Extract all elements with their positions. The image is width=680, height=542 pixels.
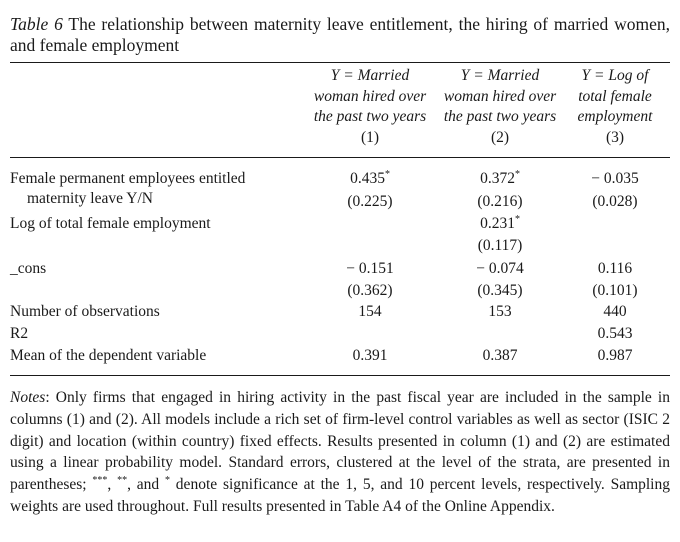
top-rule (10, 62, 670, 63)
cell-cons-c1: − 0.151 (346, 260, 394, 277)
notes-text-1: : Only firms that engaged in hiring activity in the past fiscal year are included in the sample in columns (1) and (2). All models include a rich set of firm-level control variables as well as sector (ISIC 2 digit) and location (within country) fixed effects. Results presented in column (1) and (2) are estimated using a linear probability model. Standard errors, clustered at the level of the strata, are presented in parentheses; (10, 389, 670, 494)
cell-cons-c3: 0.116 (597, 260, 633, 277)
row-label-mean: Mean of the dependent variable (10, 347, 207, 364)
cell-cons-c3-se: (0.101) (592, 282, 638, 299)
cell-entitled-c1-star: * (384, 168, 390, 180)
column-header-3 (560, 66, 670, 148)
row-label-entitled-cont: maternity leave Y/N (27, 190, 153, 207)
cell-cons-c2: − 0.074 (476, 260, 524, 277)
cell-entitled-c1-se: (0.225) (347, 193, 393, 210)
column-header-3-number: (3) (605, 128, 625, 146)
cell-mean-c2: 0.387 (482, 347, 518, 364)
cell-cons-c2-se: (0.345) (477, 282, 523, 299)
cell-logemp-c2-value: 0.231 (480, 215, 515, 232)
cell-nobs-c2: 153 (488, 303, 512, 320)
cell-entitled-c3-se: (0.028) (592, 193, 638, 210)
row-label-nobs: Number of observations (10, 303, 160, 320)
row-label-entitled: Female permanent employees entitled (10, 170, 246, 187)
cell-mean-c3: 0.987 (597, 347, 633, 364)
column-header-2 (430, 66, 570, 148)
caption-text: The relationship between maternity leave entitlement, the hiring of married women, and female employment (10, 14, 670, 55)
row-label-cons: _cons (10, 260, 47, 277)
cell-entitled-c1 (300, 169, 440, 189)
cell-nobs-c1: 154 (358, 303, 382, 320)
cell-entitled-c2-se: (0.216) (477, 193, 523, 210)
row-label-r2: R2 (10, 325, 29, 342)
column-header-1 (300, 66, 440, 148)
notes-text-2: denote significance at the 1, 5, and 10 percent levels, respectively. Sampling weights are used throughout. Full results presented in Table A4 of the Online Appendix. (10, 476, 670, 515)
cell-entitled-c2-value: 0.372 (480, 170, 515, 187)
column-header-2-number: (2) (490, 128, 510, 146)
column-header-2-line2: woman hired over (443, 87, 557, 105)
column-header-3-line3: employment (577, 108, 653, 125)
column-header-3-line2: total female (578, 87, 652, 105)
table-notes (10, 387, 670, 518)
cell-entitled-c3: − 0.035 (591, 170, 639, 187)
header-rule (10, 157, 670, 158)
table-caption (10, 14, 670, 56)
notes-sup-2: ** (117, 475, 128, 487)
cell-logemp-c2 (430, 214, 570, 234)
notes-sup-3: * (165, 475, 170, 487)
cell-entitled-c1-value: 0.435 (350, 170, 385, 187)
cell-entitled-c2 (430, 169, 570, 189)
column-header-3-line1: Y = Log of (581, 67, 649, 84)
bottom-rule (10, 375, 670, 376)
cell-logemp-c2-star: * (514, 213, 520, 225)
row-label-logemp: Log of total female employment (10, 215, 211, 232)
notes-sep-1: , (107, 476, 118, 494)
notes-label: Notes (10, 389, 46, 406)
cell-mean-c1: 0.391 (352, 347, 388, 364)
cell-r2-c3: 0.543 (597, 325, 633, 342)
cell-cons-c1-se: (0.362) (347, 282, 393, 299)
cell-nobs-c3: 440 (603, 303, 627, 320)
column-header-2-line1: Y = Married (460, 67, 540, 84)
cell-entitled-c2-star: * (514, 168, 520, 180)
notes-sep-2: , and (127, 476, 165, 494)
caption-label: Table 6 (10, 14, 63, 34)
column-header-1-line1: Y = Married (330, 67, 410, 84)
column-header-1-number: (1) (360, 128, 380, 146)
column-header-1-line3: the past two years (313, 108, 427, 125)
column-header-1-line2: woman hired over (313, 87, 427, 105)
notes-sup-1: *** (92, 475, 108, 487)
cell-logemp-c2-se: (0.117) (477, 237, 523, 254)
column-header-2-line3: the past two years (443, 108, 557, 125)
